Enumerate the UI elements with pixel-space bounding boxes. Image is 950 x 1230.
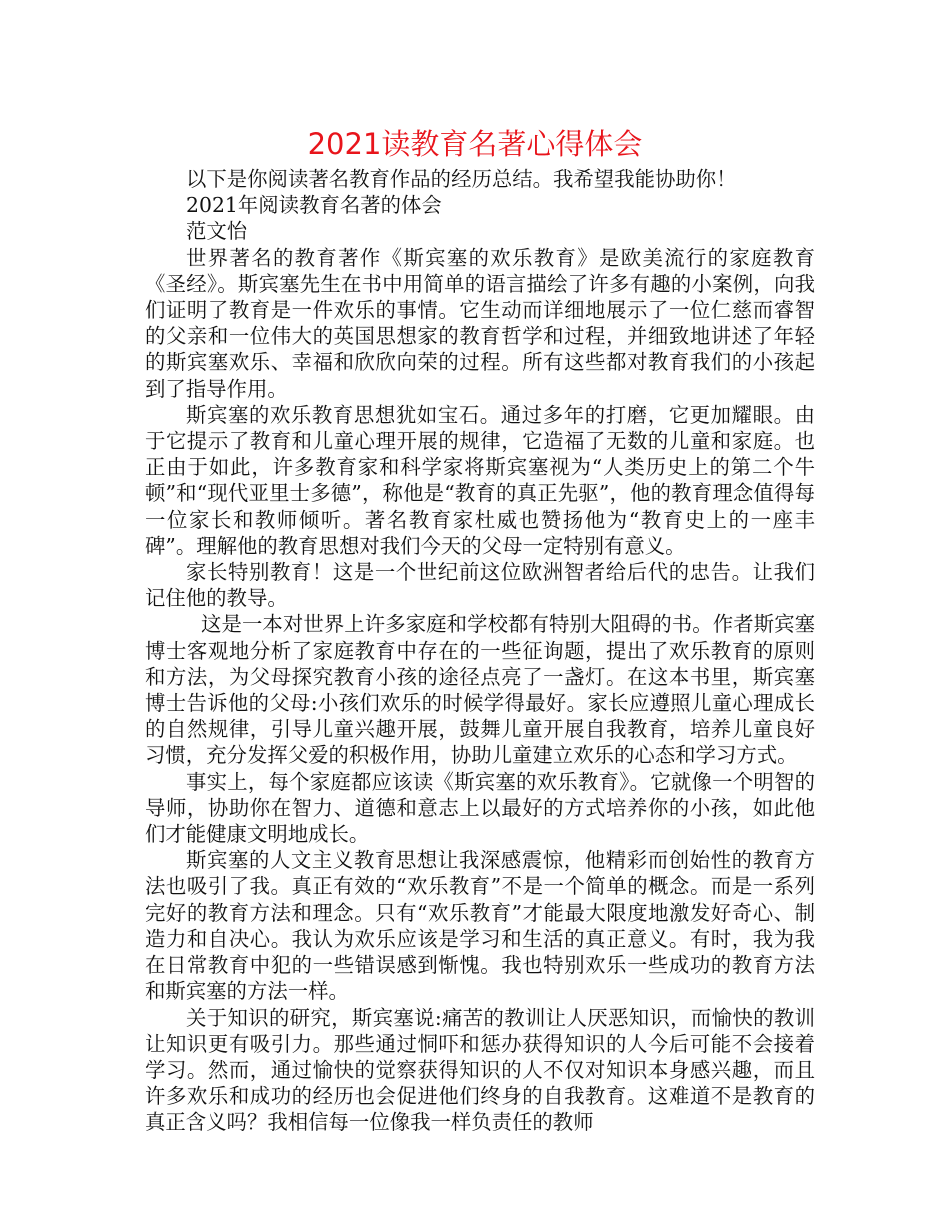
paragraph-3: 家长特别教育！这是一个世纪前这位欧洲智者给后代的忠告。让我们记住他的教导。 bbox=[145, 560, 815, 611]
paragraph-5: 事实上，每个家庭都应该读《斯宾塞的欢乐教育》。它就像一个明智的导师，协助你在智力、道德和意志上以最好的方式培养你的小孩，如此他们才能健康文明地成长。 bbox=[145, 769, 815, 847]
document-body bbox=[145, 166, 815, 1136]
intro-line: 以下是你阅读著名教育作品的经历总结。我希望我能协助你！ bbox=[186, 167, 737, 191]
subtitle-line: 2021年阅读教育名著的体会 bbox=[186, 193, 442, 218]
paragraph-2: 斯宾塞的欢乐教育思想犹如宝石。通过多年的打磨，它更加耀眼。由于它提示了教育和儿童心理开展的规律，它造福了无数的儿童和家庭。也正由于如此，许多教育家和科学家将斯宾塞视为“人类历史上的第二个牛顿”和“现代亚里士多德”，称他是“教育的真正先驱”，他的教育理念值得每一位家长和教师倾听。著名教育家杜威也赞扬他为“教育史上的一座丰碑”。理解他的教育思想对我们今天的父母一定特别有意义。 bbox=[145, 402, 815, 558]
paragraph-7: 关于知识的研究，斯宾塞说:痛苦的教训让人厌恶知识，而愉快的教训让知识更有吸引力。那些通过恫吓和惩办获得知识的人今后可能不会接着学习。然而，通过愉快的觉察获得知识的人不仅对知识本身感兴趣，而且许多欢乐和成功的经历也会促进他们终身的自我教育。这难道不是教育的真正含义吗？我相信每一位像我一样负责任的教师 bbox=[145, 1005, 815, 1135]
document-title: 2021读教育名著心得体会 bbox=[307, 127, 643, 161]
paragraph-4: 这是一本对世界上许多家庭和学校都有特别大阻碍的书。作者斯宾塞博士客观地分析了家庭教育中存在的一些征询题，提出了欢乐教育的原则和方法，为父母探究教育小孩的途径点亮了一盏灯。在这本书里，斯宾塞博士告诉他的父母:小孩们欢乐的时候学得最好。家长应遵照儿童心理成长的自然规律，引导儿童兴趣开展，鼓舞儿童开展自我教育，培养儿童良好习惯，充分发挥父爱的积极作用，协助儿童建立欢乐的心态和学习方式。 bbox=[145, 612, 815, 768]
paragraph-6: 斯宾塞的人文主义教育思想让我深感震惊，他精彩而创始性的教育方法也吸引了我。真正有效的“欢乐教育”不是一个简单的概念。而是一系列完好的教育方法和理念。只有“欢乐教育”才能最大限度地激发好奇心、制造力和自决心。我认为欢乐应该是学习和生活的真正意义。有时，我为我在日常教育中犯的一些错误感到惭愧。我也特别欢乐一些成功的教育方法和斯宾塞的方法一样。 bbox=[145, 848, 815, 1004]
label-line: 范文怡 bbox=[186, 219, 248, 244]
paragraph-1: 世界著名的教育著作《斯宾塞的欢乐教育》是欧美流行的家庭教育《圣经》。斯宾塞先生在书中用简单的语言描绘了许多有趣的小案例，向我们证明了教育是一件欢乐的事情。它生动而详细地展示了一位仁慈而睿智的父亲和一位伟大的英国思想家的教育哲学和过程，并细致地讲述了年轻的斯宾塞欢乐、幸福和欣欣向荣的过程。所有这些都对教育我们的小孩起到了指导作用。 bbox=[145, 245, 815, 401]
